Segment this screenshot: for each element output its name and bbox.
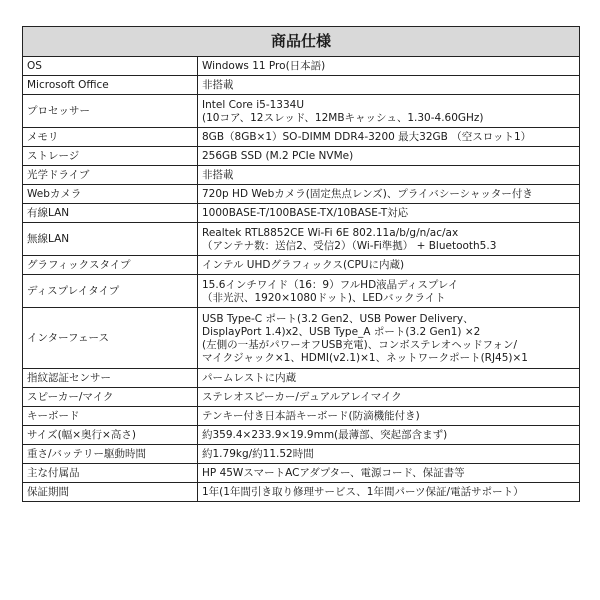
spec-label: サイズ(幅×奥行×高さ): [23, 426, 198, 445]
spec-value: 1000BASE-T/100BASE-TX/10BASE-T対応: [198, 204, 580, 223]
spec-row: [23, 426, 580, 445]
spec-row: [23, 57, 580, 76]
spec-value: 1年(1年間引き取り修理サービス、1年間パーツ保証/電話サポート）: [198, 483, 580, 502]
spec-label: キーボード: [23, 407, 198, 426]
spec-value: 8GB（8GB×1）SO-DIMM DDR4-3200 最大32GB （空スロット1）: [198, 128, 580, 147]
spec-table: [22, 26, 580, 502]
spec-label: Microsoft Office: [23, 76, 198, 95]
spec-value: Windows 11 Pro(日本語): [198, 57, 580, 76]
spec-value: パームレストに内蔵: [198, 369, 580, 388]
table-title: 商品仕様: [23, 27, 580, 57]
spec-label: インターフェース: [23, 308, 198, 369]
spec-row: [23, 204, 580, 223]
spec-row: [23, 445, 580, 464]
spec-value: HP 45WスマートACアダプター、電源コード、保証書等: [198, 464, 580, 483]
spec-value: Realtek RTL8852CE Wi-Fi 6E 802.11a/b/g/n/ac/ax （アンテナ数：送信2、受信2）（Wi-Fi準拠） + Bluetooth5.3: [198, 223, 580, 256]
spec-row: [23, 388, 580, 407]
spec-value: 非搭載: [198, 76, 580, 95]
spec-label: プロセッサー: [23, 95, 198, 128]
spec-label: 光学ドライブ: [23, 166, 198, 185]
spec-value: 約359.4×233.9×19.9mm(最薄部、突起部含まず): [198, 426, 580, 445]
spec-row: [23, 128, 580, 147]
spec-body: [23, 57, 580, 502]
spec-value: 非搭載: [198, 166, 580, 185]
spec-value: USB Type-C ポート(3.2 Gen2、USB Power Delivery、 DisplayPort 1.4)x2、USB Type_A ポート(3.2 Gen1) ×2 (左側の一基がパワーオフUSB充電)、コンボステレオヘッドフォン/ マイクジャック×1、HDMI(v2.1)×1、ネットワークポート(RJ45)×1: [198, 308, 580, 369]
spec-label: 重さ/バッテリー駆動時間: [23, 445, 198, 464]
spec-row: [23, 464, 580, 483]
spec-value: 15.6インチワイド（16：9）フルHD液晶ディスプレイ （非光沢、1920×1080ドット)、LEDバックライト: [198, 275, 580, 308]
spec-label: ストレージ: [23, 147, 198, 166]
spec-row: [23, 147, 580, 166]
spec-row: [23, 308, 580, 369]
spec-label: スピーカー/マイク: [23, 388, 198, 407]
spec-row: [23, 76, 580, 95]
spec-label: 有線LAN: [23, 204, 198, 223]
spec-row: [23, 95, 580, 128]
spec-label: 無線LAN: [23, 223, 198, 256]
spec-label: Webカメラ: [23, 185, 198, 204]
spec-label: 主な付属品: [23, 464, 198, 483]
spec-value: 約1.79kg/約11.52時間: [198, 445, 580, 464]
spec-sheet: [22, 26, 579, 502]
spec-value: 256GB SSD (M.2 PCIe NVMe): [198, 147, 580, 166]
spec-row: [23, 407, 580, 426]
spec-row: [23, 275, 580, 308]
spec-label: ディスプレイタイプ: [23, 275, 198, 308]
spec-label: OS: [23, 57, 198, 76]
spec-label: グラフィックスタイプ: [23, 256, 198, 275]
spec-row: [23, 185, 580, 204]
spec-row: [23, 483, 580, 502]
spec-value: テンキー付き日本語キーボード(防滴機能付き): [198, 407, 580, 426]
spec-value: インテル UHDグラフィックス(CPUに内蔵): [198, 256, 580, 275]
spec-value: Intel Core i5-1334U (10コア、12スレッド、12MBキャッシュ、1.30-4.60GHz): [198, 95, 580, 128]
spec-label: 指紋認証センサー: [23, 369, 198, 388]
spec-row: [23, 223, 580, 256]
spec-label: 保証期間: [23, 483, 198, 502]
spec-row: [23, 256, 580, 275]
spec-label: メモリ: [23, 128, 198, 147]
spec-value: ステレオスピーカー/デュアルアレイマイク: [198, 388, 580, 407]
spec-value: 720p HD Webカメラ(固定焦点レンズ)、プライバシーシャッター付き: [198, 185, 580, 204]
title-row: [23, 27, 580, 57]
spec-row: [23, 369, 580, 388]
spec-row: [23, 166, 580, 185]
